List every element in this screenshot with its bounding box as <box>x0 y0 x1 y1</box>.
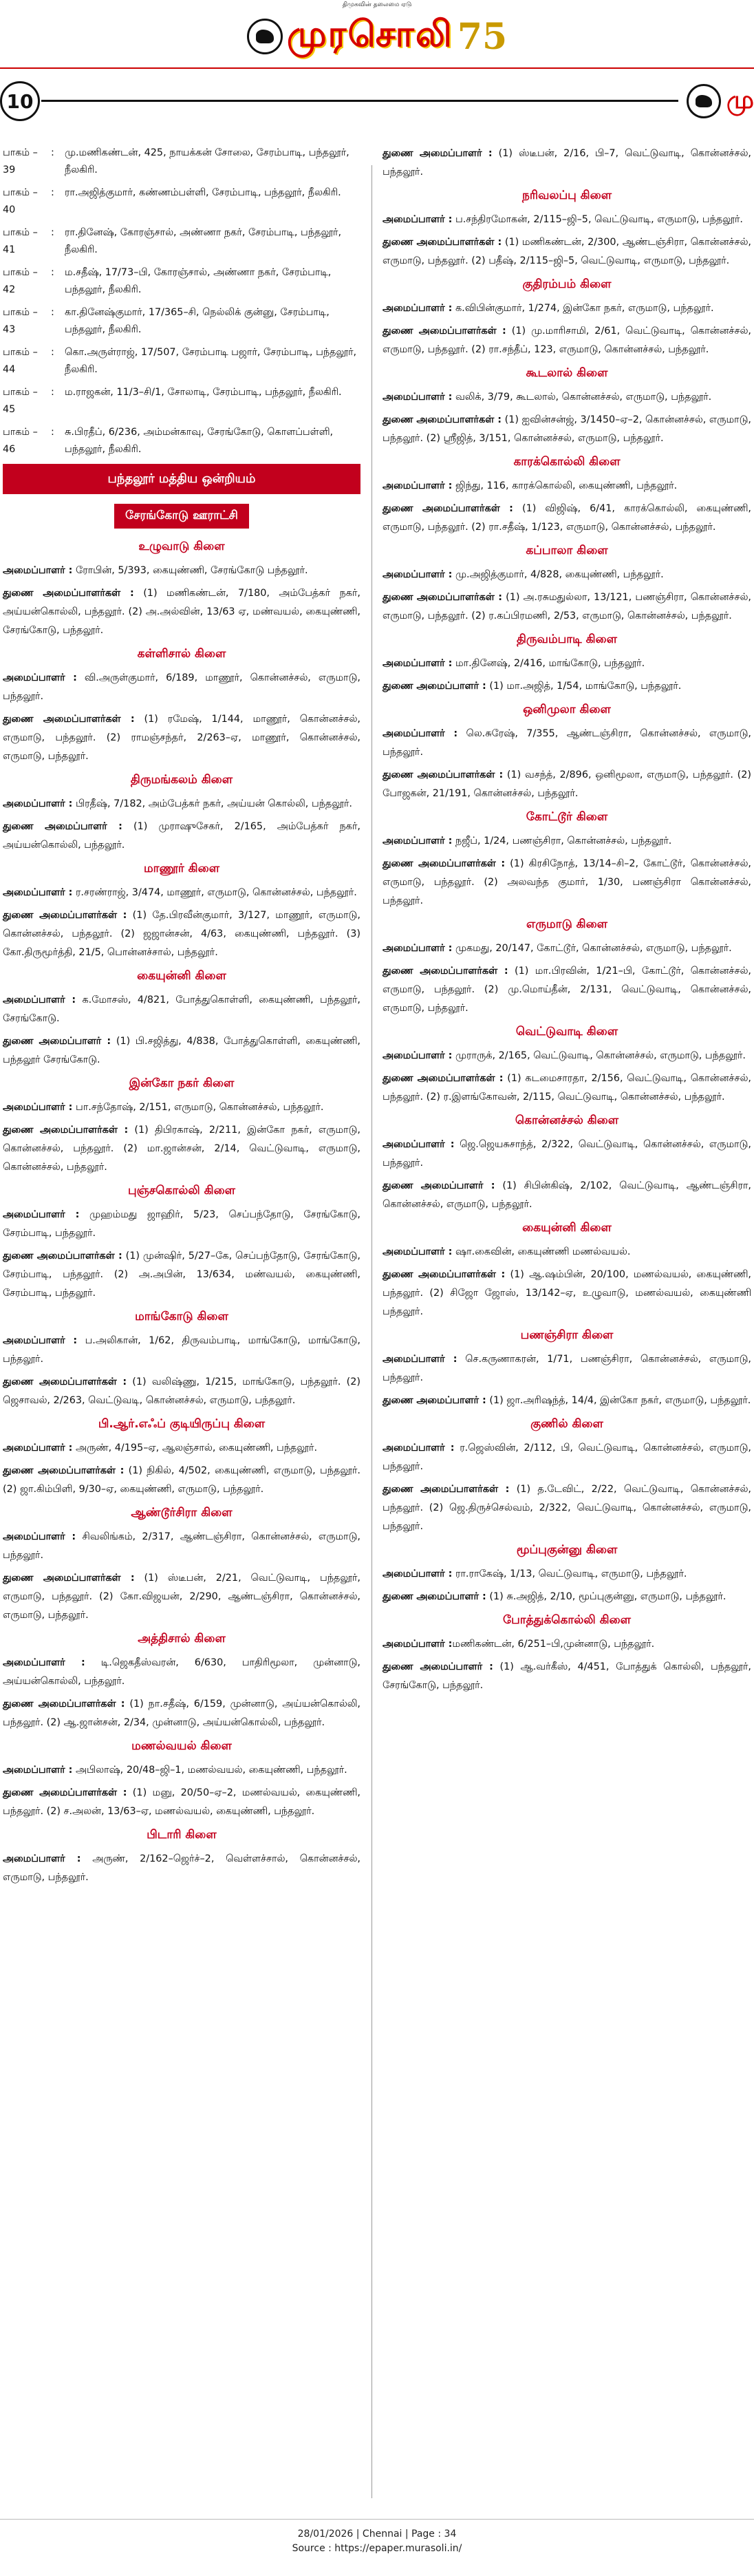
role-label: துணை அமைப்பாளர் : <box>3 821 122 832</box>
organiser-details: (1) ஸ்டீபன், 2/21, வெட்டுவாடி, பந்தலூர், எருமாடு, பந்தலூர். (2) கோ.விஜயன், 2/290, ஆண்டஞ்சிரா, கொன்னச்சல், எருமாடு, பந்தலூர். <box>3 1573 360 1621</box>
role-label: துணை அமைப்பாளர்கள் : <box>3 588 134 599</box>
organiser-paragraph <box>3 1528 360 1565</box>
branch-heading: புஞ்சகொல்லி கிளை <box>127 1184 235 1197</box>
footer-source: Source : https://epaper.murasoli.in/ <box>292 2543 462 2554</box>
separator-colon: : <box>51 387 54 398</box>
organiser-paragraph <box>383 725 751 762</box>
role-label: துணை அமைப்பாளர் : <box>383 1591 486 1602</box>
separator-colon: : <box>51 147 54 158</box>
organiser-details: (1) மா.அஜித், 1/54, மாங்கோடு, பந்தலூர். <box>486 681 682 692</box>
organiser-paragraph <box>3 1098 360 1117</box>
page-number-badge: 10 <box>0 81 40 121</box>
role-label: அமைப்பாளர் : <box>3 1335 78 1346</box>
branch-heading: மாங்கோடு கிளை <box>135 1310 228 1323</box>
organiser-paragraph <box>3 1850 360 1887</box>
role-label: அமைப்பாளர் : <box>3 565 73 576</box>
separator-colon: : <box>51 267 54 278</box>
polling-booth-entry <box>3 184 360 219</box>
organiser-paragraph <box>3 991 360 1028</box>
organiser-details: (1) அ.ரசுமதுல்லா, 13/121, பணஞ்சிரா, கொன்னச்சல், எருமாடு, பந்தலூர். (2) ர.கப்பிரமணி, 2/53, எருமாடு, கொன்னச்சல், பந்தலூர். <box>383 592 751 621</box>
role-label: அமைப்பாளர் : <box>3 1531 76 1542</box>
role-label: துணை அமைப்பாளர்கள் : <box>3 1787 127 1798</box>
polling-booth-entry <box>3 145 360 179</box>
role-label: துணை அமைப்பாளர்கள் : <box>383 503 513 514</box>
organiser-paragraph <box>383 1136 751 1173</box>
branch-heading: மணல்வயல் கிளை <box>131 1739 232 1753</box>
union-heading: பந்தலூர் மத்திய ஒன்றியம் <box>3 464 360 494</box>
branch-heading: குதிரம்பம் கிளை <box>522 277 612 291</box>
role-label: துணை அமைப்பாளர்கள் : <box>3 1376 127 1387</box>
organiser-details: முகமது, 20/147, கோட்டூர், கொன்னச்சல், எருமாடு, பந்தலூர். <box>452 943 732 954</box>
organiser-details: (1) சு.அஜித், 2/10, மூப்புகுன்னு, எருமாடு, பந்தலூர். <box>486 1591 726 1602</box>
separator-colon: : <box>51 347 54 358</box>
role-label: அமைப்பாளர் : <box>383 1639 453 1650</box>
organiser-details: டி.ஜெகதீஸ்வரன், 6/630, பாதிரிமூலா, முன்னாடு, அய்யன்கொல்லி, பந்தலூர். <box>3 1657 360 1687</box>
role-label: துணை அமைப்பாளர்கள் : <box>383 769 504 780</box>
organiser-details: ஜிந்து, 116, காரக்கொல்லி, கையுண்ணி, பந்தலூர். <box>452 480 678 491</box>
branch-heading: வெட்டுவாடி கிளை <box>515 1025 618 1039</box>
role-label: துணை அமைப்பாளர் : <box>383 1395 486 1406</box>
branch-heading: எருமாடு கிளை <box>526 917 608 931</box>
role-label: துணை அமைப்பாளர்கள் : <box>383 966 508 977</box>
organiser-details: அருண், 2/162–ஜெர்ச்–2, வெள்ளச்சால், கொன்னச்சல், எருமாடு, பந்தலூர். <box>3 1853 360 1883</box>
organiser-paragraph <box>383 677 751 696</box>
role-label: அமைப்பாளர் : <box>383 1050 453 1061</box>
branch-heading: திருவம்பாடி கிளை <box>517 632 617 646</box>
branch-heading: பி.ஆர்.எஃப் குடியிருப்பு கிளை <box>98 1417 266 1431</box>
role-label: அமைப்பாளர் : <box>3 1853 81 1864</box>
panchayat-heading: சேரங்கோடு ஊராட்சி <box>114 504 249 529</box>
organiser-details: (1) சிபின்கிஷ், 2/102, வெட்டுவாடி, ஆண்டஞ்சிரா, கொன்னச்சல், எருமாடு, பந்தலூர். <box>383 1180 751 1210</box>
organiser-paragraph <box>383 1658 751 1695</box>
organiser-details: (1) விஜிஷ், 6/41, காரக்கொல்லி, கையுண்ணி, எருமாடு, பந்தலூர். (2) ரா.சதீஷ், 1/123, எருமாடு, கொன்னச்சல், பந்தலூர். <box>383 503 751 533</box>
organiser-paragraph <box>383 388 751 407</box>
role-label: அமைப்பாளர் : <box>383 303 453 314</box>
organiser-paragraph <box>383 588 751 626</box>
organiser-paragraph <box>383 766 751 803</box>
polling-booth-entry <box>3 344 360 379</box>
booth-agent-details: கொ.அருள்ராஜ், 17/507, சேரம்பாடி பஜார், சேரம்பாடி, பந்தலூர், நீலகிரி. <box>65 347 357 375</box>
organiser-paragraph <box>383 477 751 496</box>
branch-heading: குணில் கிளை <box>530 1417 603 1431</box>
role-label: துணை அமைப்பாளர்கள் : <box>3 1125 129 1136</box>
organiser-paragraph <box>3 1761 360 1780</box>
organiser-details: பா.சந்தோஷ், 2/151, எருமாடு, கொன்னச்சல், பந்தலூர். <box>72 1102 324 1113</box>
organiser-details: ரா.ராகேஷ், 1/13, வெட்டுவாடி, எருமாடு, பந்தலூர். <box>452 1568 687 1579</box>
polling-booth-entry <box>3 224 360 259</box>
role-label: துணை அமைப்பாளர்கள் : <box>383 1269 506 1280</box>
organiser-details: (1) ஐவின்சன்ஜ், 3/1450–ஏ–2, கொன்னச்சல், எருமாடு, பந்தலூர். (2) ஸ்ரீஜித், 3/151, கொன்னச்சல், எருமாடு, பந்தலூர். <box>383 414 751 444</box>
organiser-paragraph <box>3 906 360 962</box>
organiser-details: ஜெ.ஜெயசுசாந்த், 2/322, வெட்டுவாடி, கொன்னச்சல், எருமாடு, பந்தலூர். <box>383 1139 751 1169</box>
organiser-details: மு.அஜித்குமார், 4/828, கையுண்ணி, பந்தலூர். <box>452 569 664 580</box>
organiser-paragraph <box>383 1588 751 1606</box>
organiser-paragraph <box>383 1565 751 1584</box>
party-logo-icon <box>687 84 721 118</box>
organiser-paragraph <box>3 1695 360 1732</box>
role-label: துணை அமைப்பாளர்கள் : <box>3 1699 125 1710</box>
branch-heading: திருமங்கலம் கிளை <box>130 773 233 787</box>
organiser-paragraph <box>383 500 751 537</box>
organiser-details: ப.சந்திரமோகன், 2/115–ஜி–5, வெட்டுவாடி, எருமாடு, பந்தலூர். <box>452 214 743 225</box>
organiser-details: (1) ஆ.வர்கீஸ், 4/451, போத்துக் கொல்லி, பந்தலூர், சேரங்கோடு, பந்தலூர். <box>383 1661 751 1691</box>
booth-number: பாகம் – 46 <box>3 427 38 455</box>
organiser-paragraph <box>3 1654 360 1691</box>
organiser-details: க.விபின்குமார், 1/274, இன்கோ நகர், எருமாடு, பந்தலூர். <box>452 303 714 314</box>
anniversary-mark: 75 <box>457 15 508 58</box>
role-label: அமைப்பாளர் : <box>383 569 453 580</box>
branch-heading: போத்துக்கொல்லி கிளை <box>503 1613 631 1627</box>
organiser-paragraph <box>3 1462 360 1499</box>
polling-booth-entry <box>3 384 360 418</box>
top-rule <box>41 100 678 102</box>
separator-colon: : <box>51 427 54 438</box>
role-label: அமைப்பாளர் : <box>3 1209 80 1220</box>
role-label: அமைப்பாளர் : <box>3 798 73 809</box>
booth-number: பாகம் – 42 <box>3 267 38 295</box>
organiser-paragraph <box>383 233 751 270</box>
branch-heading: ஆண்டூர்சிரா கிளை <box>131 1506 233 1520</box>
content-columns <box>0 145 754 2484</box>
organiser-details: லெ.சுரேஷ், 7/355, ஆண்டஞ்சிரா, கொன்னச்சல், எருமாடு, பந்தலூர். <box>383 728 751 758</box>
role-label: அமைப்பாளர் : <box>383 214 453 225</box>
booth-agent-details: ரா.தினேஷ், கோரஞ்சால், அண்ணா நகர், சேரம்பாடி, பந்தலூர், நீலகிரி. <box>65 227 342 255</box>
organiser-details: (1) வசந்த், 2/896, ஒனிமூலா, எருமாடு, பந்தலூர். (2) போஜகன், 21/191, கொன்னச்சல், பந்தலூர். <box>383 769 751 799</box>
separator-colon: : <box>51 307 54 318</box>
logo-row <box>0 9 754 64</box>
branch-heading: அத்திசால் கிளை <box>138 1632 226 1646</box>
organiser-details: (1) மா.பிரவின், 1/21–பி, கோட்டூர், கொன்னச்சல், எருமாடு, பந்தலூர். (2) மு.மொய்தீன், 2/131, வெட்டுவாடி, கொன்னச்சல், எருமாடு, பந்தலூர். <box>383 966 751 1014</box>
polling-booth-entry <box>3 304 360 339</box>
organiser-paragraph <box>383 832 751 851</box>
organiser-details: (1) பி.சஜித்து, 4/838, போத்துகொள்ளி, கையுண்ணி, பந்தலூர் சேரங்கோடு. <box>3 1036 360 1065</box>
organiser-details: (1) வலிஷ்ணு, 1/215, மாங்கோடு, பந்தலூர். (2) ஜெசாவல், 2/263, வெட்டுவடி, கொன்னச்சல், எருமாடு, பந்தலூர். <box>3 1376 360 1406</box>
organiser-paragraph <box>383 1480 751 1536</box>
organiser-details: அபிலாஷ், 20/48–ஜி–1, மணல்வயல், கையுண்ணி, பந்தலூர். <box>72 1765 347 1776</box>
role-label: அமைப்பாளர் : <box>383 480 453 491</box>
organiser-details: (1) மணிகண்டன், 2/300, ஆண்டஞ்சிரா, கொன்னச்சல், எருமாடு, பந்தலூர். (2) பதீஷ், 2/115–ஜி–5, வெட்டுவாடி, எருமாடு, பந்தலூர். <box>383 237 751 266</box>
organiser-details: (1) திபிரகாஷ், 2/211, இன்கோ நகர், எருமாடு, கொன்னச்சல், பந்தலூர். (2) மா.ஜான்சன், 2/14, வெட்டுவாடி, எருமாடு, கொன்னச்சல், பந்தலூர். <box>3 1125 360 1173</box>
organiser-paragraph <box>383 322 751 359</box>
organiser-details: க.மோசஸ், 4/821, போத்துகொள்ளி, கையுண்ணி, பந்தலூர், சேரங்கோடு. <box>3 994 360 1024</box>
organiser-paragraph <box>3 1247 360 1303</box>
organiser-details: (1) மு.மாரிசாமி, 2/61, வெட்டுவாடி, கொன்னச்சல், எருமாடு, பந்தலூர். (2) ரா.சந்தீப், 123, எருமாடு, கொன்னச்சல், பந்தலூர். <box>383 326 751 355</box>
role-label: துணை அமைப்பாளர்கள் : <box>383 858 506 869</box>
role-label: துணை அமைப்பாளர் : <box>383 1180 495 1191</box>
organiser-paragraph <box>383 211 751 229</box>
role-label: அமைப்பாளர் : <box>3 1102 73 1113</box>
booth-agent-details: ம.சதீஷ், 17/73–பி, கோரஞ்சால், அண்ணா நகர், சேரம்பாடி, பந்தலூர், நீலகிரி. <box>65 267 332 295</box>
newspaper-name: முரசொலி <box>286 13 453 55</box>
organiser-details: ரோபின், 5/393, கையுண்ணி, சேரங்கோடு பந்தலூர். <box>72 565 308 576</box>
organiser-paragraph <box>383 1266 751 1321</box>
role-label: அமைப்பாளர் : <box>383 658 453 669</box>
branch-heading: கூடலால் கிளை <box>526 366 608 380</box>
organiser-paragraph <box>3 795 360 813</box>
booth-agent-details: ம.ராஜகன், 11/3–சி/1, சோலாடி, சேரம்பாடி, பந்தலூர், நீலகிரி. <box>65 387 342 398</box>
organiser-details: (1) ஸ்டீபன், 2/16, பி–7, வெட்டுவாடி, கொன்னச்சல், பந்தலூர். <box>383 148 751 178</box>
organiser-paragraph <box>383 1635 751 1654</box>
organiser-details: நஜீப், 1/24, பணஞ்சிரா, கொன்னச்சல், பந்தலூர். <box>452 835 672 847</box>
organiser-paragraph <box>383 566 751 584</box>
organiser-details: மா.தினேஷ், 2/416, மாங்கோடு, பந்தலூர். <box>452 658 645 669</box>
organiser-details: ப.அலிகான், 1/62, திருவம்பாடி, மாங்கோடு, மாங்கோடு, பந்தலூர். <box>3 1335 360 1365</box>
branch-heading: கையுன்னி கிளை <box>522 1221 612 1235</box>
organiser-paragraph <box>3 1373 360 1410</box>
booth-number: பாகம் – 45 <box>3 387 38 415</box>
branch-heading: பிடாரி கிளை <box>147 1828 217 1842</box>
booth-agent-details: ரா.அஜித்குமார், கண்ணம்பள்ளி, சேரம்பாடி, பந்தலூர், நீலகிரி. <box>65 187 341 198</box>
organiser-paragraph <box>383 1177 751 1214</box>
role-label: துணை அமைப்பாளர்கள் : <box>383 237 502 248</box>
branch-heading: கொன்னச்சல் கிளை <box>515 1114 619 1127</box>
organiser-details: (1) கிரசிநோத், 13/14–சி–2, கோட்டூர், கொன்னச்சல், எருமாடு, பந்தலூர். (2) அலவந்த குமார், 1/30, பணஞ்சிரா கொன்னச்சல், பந்தலூர். <box>383 858 751 906</box>
booth-number: பாகம் – 40 <box>3 187 38 215</box>
role-label: அமைப்பாளர் : <box>383 392 453 403</box>
organiser-details: வி.அருள்குமார், 6/189, மாணூர், கொன்னச்சல், எருமாடு, பந்தலூர். <box>3 672 360 702</box>
branch-heading: கள்ளிசால் கிளை <box>137 647 226 661</box>
separator-colon: : <box>51 227 54 238</box>
panchayat-heading-wrap <box>3 504 360 529</box>
role-label: துணை அமைப்பாளர்கள் : <box>383 592 503 603</box>
organiser-paragraph <box>383 1392 751 1410</box>
role-label: அமைப்பாளர் : <box>383 943 453 954</box>
organiser-paragraph <box>383 145 751 182</box>
footer <box>0 2527 754 2556</box>
organiser-paragraph <box>3 562 360 580</box>
organiser-paragraph <box>3 1784 360 1821</box>
role-label: துணை அமைப்பாளர்கள் : <box>3 1250 122 1262</box>
footer-rule <box>0 2519 754 2520</box>
role-label: அமைப்பாளர் : <box>3 1657 85 1668</box>
organiser-paragraph <box>3 669 360 706</box>
role-label: துணை அமைப்பாளர்கள் : <box>3 910 127 921</box>
role-label: அமைப்பாளர் : <box>383 728 458 739</box>
role-label: துணை அமைப்பாளர் : <box>3 1036 111 1047</box>
organiser-paragraph <box>383 1350 751 1387</box>
organiser-paragraph <box>383 654 751 673</box>
organiser-details: ஷா.கைவின், கையுண்ணி மணல்வயல். <box>452 1246 631 1257</box>
role-label: துணை அமைப்பாளர்கள் : <box>383 326 506 337</box>
organiser-details: வலிக், 3/79, கூடலால், கொன்னச்சல், எருமாடு, பந்தலூர். <box>452 392 712 403</box>
organiser-details: (1) நிகில், 4/502, கையுண்ணி, எருமாடு, பந்தலூர். (2) ஜா.கிம்பிளி, 9/30–ஏ, கையுண்ணி, எருமாடு, பந்தலூர். <box>3 1465 360 1495</box>
organiser-details: (1) ரமேஷ், 1/144, மாணூர், கொன்னச்சல், எருமாடு, பந்தலூர். (2) ராமஞ்சந்தர், 2/263–ஏ, மாணூர், கொன்னச்சல், எருமாடு, பந்தலூர். <box>3 714 360 762</box>
polling-booth-entry <box>3 264 360 299</box>
organiser-paragraph <box>383 939 751 958</box>
organiser-details: (1) ஜா.அரிஷந்த், 14/4, இன்கோ நகர், எருமாடு, பந்தலூர். <box>486 1395 751 1406</box>
role-label: அமைப்பாளர் : <box>3 887 73 898</box>
organiser-paragraph <box>3 1569 360 1625</box>
booth-number: பாகம் – 44 <box>3 347 38 375</box>
role-label: துணை அமைப்பாளர்கள் : <box>3 714 135 725</box>
separator-colon: : <box>51 187 54 198</box>
organiser-paragraph <box>383 1439 751 1476</box>
branch-heading: கையுன்னி கிளை <box>137 969 226 983</box>
role-label: துணை அமைப்பாளர் : <box>383 148 493 159</box>
organiser-details: (1) மனு, 20/50–ஏ–2, மணல்வயல், கையுண்ணி, பந்தலூர். (2) ச.அலன், 13/63–ஏ, மணல்வயல், கையுண்ணி, பந்தலூர். <box>3 1787 360 1817</box>
polling-booth-entry <box>3 424 360 458</box>
masthead-initial: மு <box>726 86 754 114</box>
tagline: திமுகவின் தலைமை ஏடு <box>342 1 412 8</box>
role-label: துணை அமைப்பாளர்கள் : <box>383 1484 510 1495</box>
organiser-details: மணிகண்டன், 6/251–பி,முன்னாடு, பந்தலூர். <box>452 1639 655 1650</box>
organiser-paragraph <box>3 884 360 902</box>
branch-heading: பணஞ்சிரா கிளை <box>520 1328 614 1342</box>
organiser-details: முராருக், 2/165, வெட்டுவாடி, கொன்னச்சல், எருமாடு, பந்தலூர். <box>452 1050 746 1061</box>
branch-heading: மாணூர் கிளை <box>143 862 220 875</box>
booth-agent-details: கா.தினேஷ்குமார், 17/365–சி, நெல்லிக் குன்னு, சேரம்பாடி, பந்தலூர், நீலகிரி. <box>65 307 330 335</box>
organiser-details: முஹம்மது ஜாஹிர், 5/23, செப்பந்தோடு, சேரங்கோடு, சேரம்பாடி, பந்தலூர். <box>3 1209 360 1239</box>
organiser-details: அருண், 4/195–ஏ, ஆலஞ்சால், கையுண்ணி, பந்தலூர். <box>72 1443 318 1454</box>
column-divider <box>371 165 372 2498</box>
organiser-paragraph <box>383 1069 751 1107</box>
organiser-paragraph <box>383 1243 751 1262</box>
organiser-details: ர.ஜெஸ்வின், 2/112, பி, வெட்டுவாடி, கொன்னச்சல், எருமாடு, பந்தலூர். <box>383 1443 751 1472</box>
booth-agent-details: மு.மணிகண்டன், 425, நாயக்கன் சோலை, சேரம்பாடி, பந்தலூர், நீலகிரி. <box>65 147 349 175</box>
organiser-paragraph <box>383 855 751 911</box>
left-column <box>3 145 360 1891</box>
organiser-paragraph <box>3 1206 360 1243</box>
organiser-details: (1) முன்ஷிர், 5/27–கே, செப்பந்தோடு, சேரங்கோடு, சேரம்பாடி, பந்தலூர். (2) அ.அபின், 13/634, மண்வயல், கையுண்ணி, சேரம்பாடி, பந்தலூர். <box>3 1250 360 1299</box>
branch-heading: இன்கோ நகர் கிளை <box>129 1076 235 1090</box>
role-label: துணை அமைப்பாளர்கள் : <box>383 414 502 425</box>
organiser-details: பிரதீஷ், 7/182, அம்பேத்கர் நகர், அய்யன் கொல்லி, பந்தலூர். <box>72 798 352 809</box>
organiser-details: (1) த.டேவிட், 2/22, வெட்டுவாடி, கொன்னச்சல், பந்தலூர். (2) ஜெ.திருச்செல்வம், 2/322, வெட்டுவாடி, கொன்னச்சல், எருமாடு, பந்தலூர். <box>383 1484 751 1532</box>
booth-number: பாகம் – 41 <box>3 227 38 255</box>
branch-heading: கப்பாலா கிளை <box>526 544 608 557</box>
booth-agent-details: சு.பிரதீப், 6/236, அம்மன்காவு, சேரங்கோடு, கொளப்பள்ளி, பந்தலூர், நீலகிரி. <box>65 427 334 455</box>
organiser-paragraph <box>3 1121 360 1177</box>
role-label: துணை அமைப்பாளர் : <box>383 1661 493 1672</box>
role-label: துணை அமைப்பாளர்கள் : <box>383 1073 504 1084</box>
organiser-paragraph <box>383 299 751 318</box>
footer-dateline: 28/01/2026 | Chennai | Page : 34 <box>297 2529 457 2540</box>
organiser-details: சிவலிங்கம், 2/317, ஆண்டஞ்சிரா, கொன்னச்சல், எருமாடு, பந்தலூர். <box>3 1531 360 1561</box>
organiser-details: (1) முராஷுசேகர், 2/165, அம்பேத்கர் நகர், அய்யன்கொல்லி, பந்தலூர். <box>3 821 360 851</box>
branch-heading: நரிவலப்பு கிளை <box>521 189 612 202</box>
organiser-details: (1) தே.பிரவீன்குமார், 3/127, மாணூர், எருமாடு, கொன்னச்சல், பந்தலூர். (2) ஜஜான்சன், 4/63, கையுண்ணி, பந்தலூர். (3) கோ.திருமூர்த்தி, 21/5, பொன்னச்சால், பந்தலூர். <box>3 910 360 958</box>
role-label: அமைப்பாளர் : <box>383 1443 455 1454</box>
organiser-paragraph <box>3 1439 360 1458</box>
booth-number: பாகம் – 39 <box>3 147 38 175</box>
masthead <box>0 0 754 69</box>
role-label: அமைப்பாளர் : <box>3 994 76 1005</box>
role-label: அமைப்பாளர் : <box>383 1139 455 1150</box>
branch-heading: கோட்டூர் கிளை <box>526 810 608 824</box>
role-label: துணை அமைப்பாளர்கள் : <box>3 1573 135 1584</box>
right-column <box>383 145 751 1699</box>
organiser-details: செ.கருணாகரன், 1/71, பணஞ்சிரா, கொன்னச்சல், எருமாடு, பந்தலூர். <box>383 1354 751 1383</box>
organiser-paragraph <box>3 1032 360 1069</box>
role-label: அமைப்பாளர் : <box>3 672 77 683</box>
organiser-paragraph <box>3 1332 360 1369</box>
organiser-paragraph <box>3 584 360 640</box>
organiser-details: (1) மணிகண்டன், 7/180, அம்பேத்கர் நகர், அய்யன்கொல்லி, பந்தலூர். (2) அ.அல்வின், 13/63 ஏ, மண்வயல், கையுண்ணி, சேரங்கோடு, பந்தலூர். <box>3 588 360 636</box>
branch-heading: காரக்கொல்லி கிளை <box>513 455 621 469</box>
organiser-details: (1) நா.சதீஷ், 6/159, முன்னாடு, அய்யன்கொல்லி, பந்தலூர். (2) ஆ.ஜான்சன், 2/34, முன்னாடு, அய்யன்கொல்லி, பந்தலூர். <box>3 1699 360 1728</box>
organiser-details: (1) ஆ.ஷம்பின், 20/100, மணல்வயல், கையுண்ணி, பந்தலூர். (2) சிஜோ ஜோஸ், 13/142–ஏ, உழுவாடு, மணல்வயல், கையுண்ணி பந்தலூர். <box>383 1269 751 1317</box>
role-label: அமைப்பாளர் : <box>383 1246 453 1257</box>
role-label: துணை அமைப்பாளர்கள் : <box>3 1465 125 1476</box>
organiser-paragraph <box>383 1047 751 1065</box>
branch-heading: உழுவாடு கிளை <box>138 540 225 553</box>
organiser-paragraph <box>383 962 751 1018</box>
organiser-paragraph <box>3 710 360 766</box>
rising-sun-logo-icon <box>247 19 283 54</box>
organiser-paragraph <box>3 818 360 855</box>
role-label: அமைப்பாளர் : <box>3 1765 73 1776</box>
booth-number: பாகம் – 43 <box>3 307 38 335</box>
role-label: அமைப்பாளர் : <box>383 1568 453 1579</box>
branch-heading: மூப்புகுன்னு கிளை <box>516 1543 618 1557</box>
organiser-paragraph <box>383 411 751 448</box>
organiser-details: (1) கடமைசாரதா, 2/156, வெட்டுவாடி, கொன்னச்சல், பந்தலூர். (2) ர.இளங்கோவன், 2/115, வெட்டுவாடி, கொன்னச்சல், பந்தலூர். <box>383 1073 751 1103</box>
role-label: அமைப்பாளர் : <box>383 1354 457 1365</box>
role-label: அமைப்பாளர் : <box>383 835 453 847</box>
organiser-details: ர.சரண்ராஜ், 3/474, மாணூர், எருமாடு, கொன்னச்சல், பந்தலூர். <box>72 887 357 898</box>
role-label: துணை அமைப்பாளர் : <box>383 681 486 692</box>
branch-heading: ஒனிமுலா கிளை <box>523 703 611 716</box>
role-label: அமைப்பாளர் : <box>3 1443 73 1454</box>
